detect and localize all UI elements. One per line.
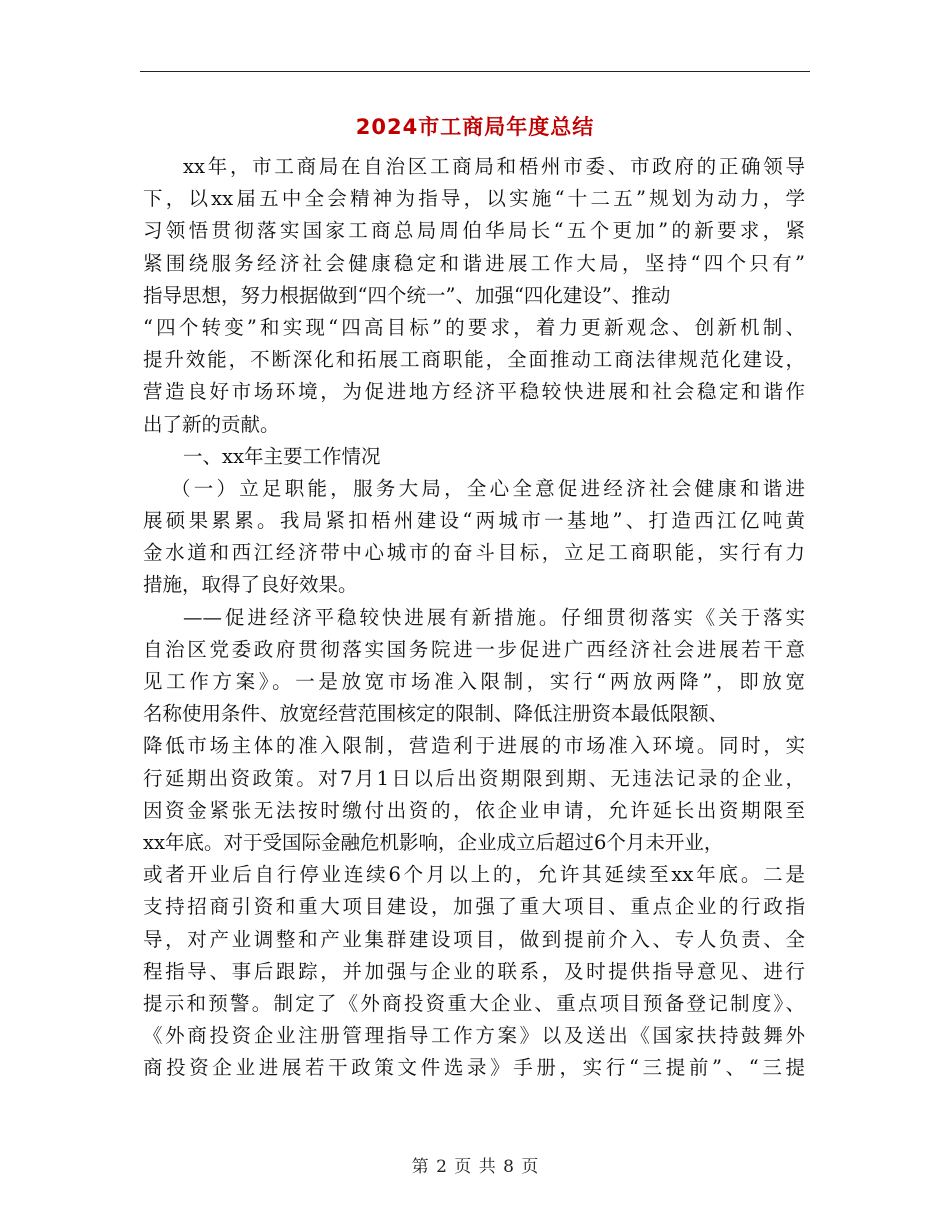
paragraph-line: 自治区党委政府贯彻落实国务院进一步促进广西经济社会进展若干意 <box>143 637 805 661</box>
paragraph-line: ——促进经济平稳较快进展有新措施。仔细贯彻落实《关于落实 <box>183 605 805 629</box>
paragraph-line: 提升效能，不断深化和拓展工商职能，全面推动工商法律规范化建设， <box>143 348 805 372</box>
section-heading: 一、xx年主要工作情况 <box>183 444 381 468</box>
subsection-heading-line: （一）立足职能，服务大局，全心全意促进经济社会健康和谐进 <box>171 476 805 500</box>
paragraph-line: 因资金紧张无法按时缴付出资的，依企业申请，允许延长出资期限至 <box>143 798 805 822</box>
paragraph-line: xx年，市工商局在自治区工商局和梧州市委、市政府的正确领导 <box>183 155 805 178</box>
header-rule <box>140 71 810 72</box>
paragraph-line: 支持招商引资和重大项目建设，加强了重大项目、重点企业的行政指 <box>143 895 805 919</box>
paragraph-line: 金水道和西江经济带中心城市的奋斗目标，立足工商职能，实行有力 <box>143 541 805 565</box>
paragraph-line: 措施，取得了良好效果。 <box>143 573 358 597</box>
paragraph-line: 提示和预警。制定了《外商投资重大企业、重点项目预备登记制度》、 <box>143 991 805 1015</box>
paragraph-line: xx年底。对于受国际金融危机影响，企业成立后超过6个月未开业， <box>143 830 724 854</box>
paragraph-line: 紧围绕服务经济社会健康稳定和谐进展工作大局，坚持“四个只有” <box>143 251 805 275</box>
paragraph-line: 出了新的贡献。 <box>143 412 280 436</box>
paragraph-line: 或者开业后自行停业连续6个月以上的，允许其延续至xx年底。二是 <box>143 863 805 887</box>
document-title: 2024市工商局年度总结 <box>355 115 595 139</box>
paragraph-line: 见工作方案》。一是放宽市场准入限制，实行“两放两降”，即放宽 <box>143 670 805 693</box>
paragraph-line: 习领悟贯彻落实国家工商总局周伯华局长“五个更加”的新要求，紧 <box>143 219 805 243</box>
document-body <box>143 151 805 1084</box>
paragraph-line: 导，对产业调整和产业集群建设项目，做到提前介入、专人负责、全 <box>143 927 805 951</box>
paragraph-line: 指导思想，努力根据做到“四个统一”、加强“四化建设”、推动 <box>143 283 671 307</box>
paragraph-line: 营造良好市场环境，为促进地方经济平稳较快进展和社会稳定和谐作 <box>143 380 805 404</box>
paragraph-line: “四个转变”和实现“四高目标”的要求，着力更新观念、创新机制、 <box>143 315 805 339</box>
paragraph-line: 名称使用条件、放宽经营范围核定的限制、降低注册资本最低限额、 <box>143 702 729 726</box>
paragraph-line: 降低市场主体的准入限制，营造利于进展的市场准入环境。同时，实 <box>143 734 805 758</box>
paragraph-line: 程指导、事后跟踪，并加强与企业的联系，及时提供指导意见、进行 <box>143 959 805 983</box>
paragraph-line: 展硕果累累。我局紧扣梧州建设“两城市一基地”、打造西江亿吨黄 <box>143 509 805 533</box>
page-number-footer: 第 2 页 共 8 页 <box>411 1157 539 1177</box>
paragraph-line: 下，以xx届五中全会精神为指导，以实施“十二五”规划为动力，学 <box>143 187 805 211</box>
paragraph-line: 商投资企业进展若干政策文件选录》手册，实行“三提前”、“三提 <box>143 1056 805 1080</box>
paragraph-line: 《外商投资企业注册管理指导工作方案》以及送出《国家扶持鼓舞外 <box>143 1024 805 1048</box>
paragraph-line: 行延期出资政策。对7月1日以后出资期限到期、无违法记录的企业， <box>143 766 805 790</box>
